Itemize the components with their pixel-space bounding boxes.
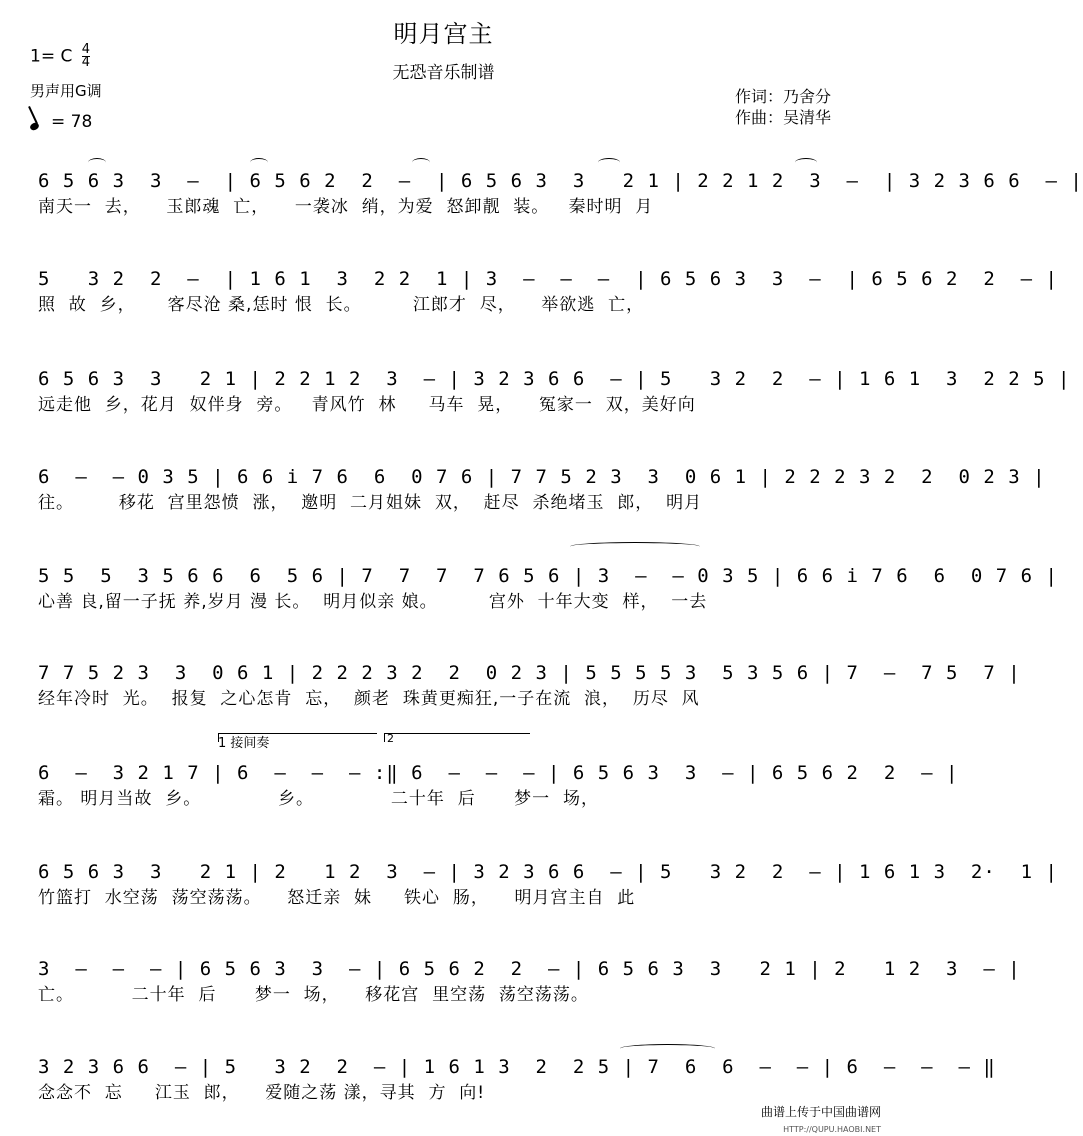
lyrics-row: 照 故 乡， 客尽沧 桑,恁时 恨 长。 江郎才 尽， 举欲逃 亡， <box>38 295 645 315</box>
slur-mark <box>250 158 268 167</box>
composer: 作曲：吴清华 <box>735 108 832 127</box>
male-key-note: 男声用G调 <box>30 82 102 100</box>
quarter-note-icon <box>29 121 40 131</box>
slur-mark <box>795 158 817 167</box>
slur-mark <box>620 1044 715 1053</box>
score-row-4 <box>38 466 1046 513</box>
volta-second-label: 2 <box>387 732 394 745</box>
volta-second-bracket <box>384 733 530 742</box>
time-bottom: 4 <box>81 55 91 70</box>
watermark-text: 曲谱上传于中国曲谱网 <box>760 1105 881 1119</box>
notes-row: 6 5 6 3 3 2 1 | 2 1 2 3 – | 3 2 3 6 6 – | 5 3 2 2 – | 1 6 1 3 2· 1 | <box>38 861 1058 883</box>
score-row-5 <box>38 565 1058 612</box>
lyrics-row: 往。 移花 宫里怨愤 涨， 邀明 二月姐妹 双， 赶尽 杀绝堵玉 郎， 明月 <box>38 493 703 513</box>
score-row-1 <box>38 170 1083 217</box>
lyrics-row: 心善 良,留一子抚 养,岁月 漫 长。 明月似亲 娘。 宫外 十年大变 样， 一去 <box>38 592 708 612</box>
notes-row: 6 – 3 2 1 7 | 6 – – – :‖ 6 – – – | 6 5 6 3 3 – | 6 5 6 2 2 – | <box>38 762 959 784</box>
lyrics-row: 经年冷时 光。 报复 之心怎肯 忘， 颜老 珠黄更痴狂,一子在流 浪， 历尽 风 <box>38 689 700 709</box>
score-row-10 <box>38 1056 996 1103</box>
slur-mark <box>598 158 620 167</box>
lyrics-row: 南天一 去， 玉郎魂 亡， 一袭冰 绡，为爱 怒卸靓 装。 秦时明 月 <box>38 197 654 217</box>
notes-row: 5 5 5 3 5 6 6 6 5 6 | 7 7 7 7 6 5 6 | 3 – – 0 3 5 | 6 6 i 7 6 6 0 7 6 | <box>38 565 1058 587</box>
volta-first-label: 1 接间奏 <box>218 736 270 751</box>
lyrics-row: 竹篮打 水空荡 荡空荡荡。 怒迁亲 妹 铁心 肠， 明月宫主自 此 <box>38 888 636 908</box>
notes-row: 3 – – – | 6 5 6 3 3 – | 6 5 6 2 2 – | 6 5 6 3 3 2 1 | 2 1 2 3 – | <box>38 958 1021 980</box>
lyrics-row: 亡。 二十年 后 梦一 场， 移花宫 里空荡 荡空荡荡。 <box>38 985 589 1005</box>
time-top: 4 <box>81 42 91 57</box>
slur-mark <box>570 542 700 551</box>
time-signature <box>82 44 90 69</box>
key-signature <box>30 44 90 69</box>
score-row-6 <box>38 662 1021 709</box>
song-title: 明月宫主 <box>393 20 494 48</box>
lyrics-row: 念念不 忘 江玉 郎， 爱随之荡 漾，寻其 方 向! <box>38 1083 486 1103</box>
slur-mark <box>88 158 106 167</box>
key-label: 1= C <box>30 46 73 67</box>
tempo-value: = 78 <box>51 112 93 132</box>
score-row-7 <box>38 762 959 809</box>
notes-row: 6 5 6 3 3 2 1 | 2 2 1 2 3 – | 3 2 3 6 6 – | 5 3 2 2 – | 1 6 1 3 2 2 5 | <box>38 368 1071 390</box>
lyrics-row: 霜。 明月当故 乡。 乡。 二十年 后 梦一 场， <box>38 789 599 809</box>
score-row-8 <box>38 861 1058 908</box>
credits <box>735 86 831 128</box>
notes-row: 6 – – 0 3 5 | 6 6 i 7 6 6 0 7 6 | 7 7 5 2 3 3 0 6 1 | 2 2 2 3 2 2 0 2 3 | <box>38 466 1046 488</box>
notes-row: 3 2 3 6 6 – | 5 3 2 2 – | 1 6 1 3 2 2 5 | 7 6 6 – – | 6 – – – ‖ <box>38 1056 996 1078</box>
score-row-3 <box>38 368 1071 415</box>
lyrics-row: 远走他 乡，花月 奴伴身 旁。 青风竹 林 马车 晃， 冤家一 双，美好向 <box>38 395 696 415</box>
notes-row: 5 3 2 2 – | 1 6 1 3 2 2 1 | 3 – – – | 6 5 6 3 3 – | 6 5 6 2 2 – | <box>38 268 1058 290</box>
notes-row: 7 7 5 2 3 3 0 6 1 | 2 2 2 3 2 2 0 2 3 | 5 5 5 5 3 5 3 5 6 | 7 – 7 5 7 | <box>38 662 1021 684</box>
watermark-site: HTTP://QUPU.HAOBI.NET <box>783 1125 881 1134</box>
tempo-mark <box>30 112 92 132</box>
score-row-9 <box>38 958 1021 1005</box>
lyricist: 作词：乃舍分 <box>735 87 832 106</box>
notes-row: 6 5 6 3 3 – | 6 5 6 2 2 – | 6 5 6 3 3 2 1 | 2 2 1 2 3 – | 3 2 3 6 6 – | <box>38 170 1083 192</box>
score-row-2 <box>38 268 1058 315</box>
slur-mark <box>412 158 430 167</box>
score-maker: 无恐音乐制谱 <box>392 63 495 83</box>
